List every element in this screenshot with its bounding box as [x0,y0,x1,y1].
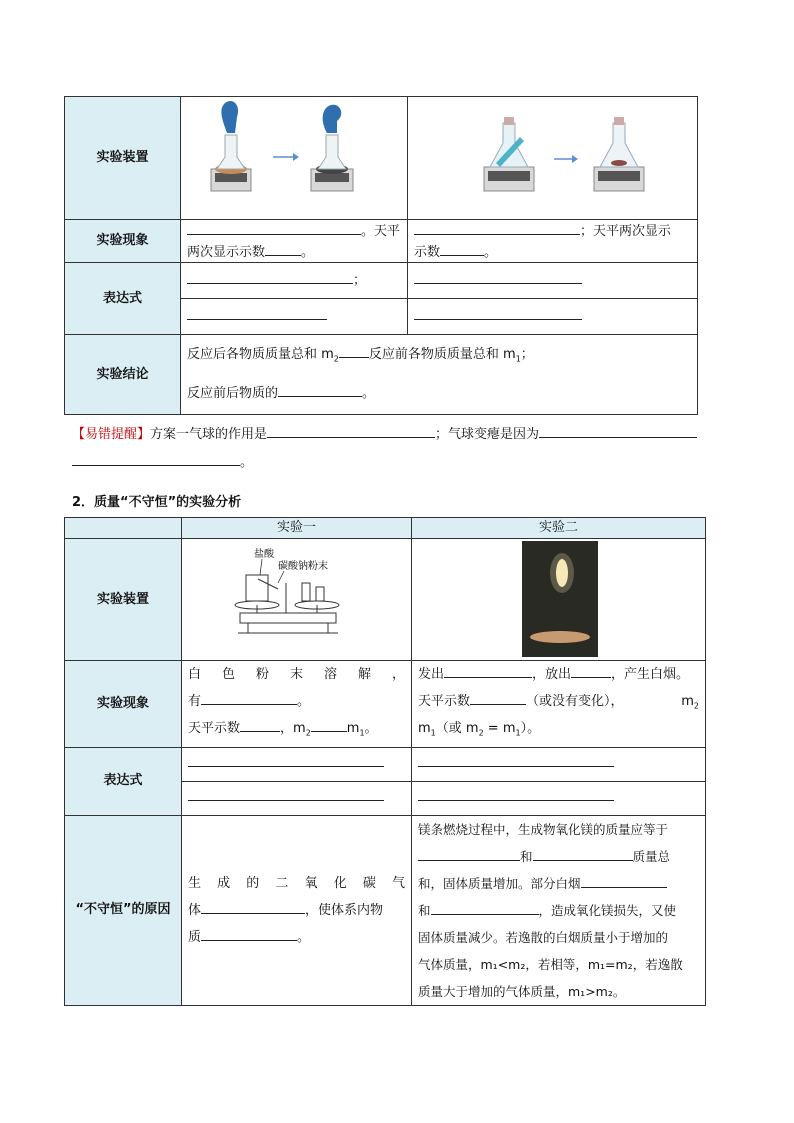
text: m [346,721,360,736]
blank-line[interactable] [240,717,280,732]
apparatus-balloon-image [181,97,408,220]
column-header: 实验二 [412,518,706,539]
text: 2 [478,728,484,738]
text: 反应前各物质质量总和 m [368,347,516,363]
row-head: 表达式 [65,263,181,335]
text: ，使体系内物 [305,902,384,918]
text: 生成的二氧化碳气 [188,875,405,891]
text: ，产生白烟。 [611,667,690,682]
label-powder: 碳酸钠粉末 [278,561,328,572]
blank-line[interactable] [72,451,240,466]
text: （或 m [435,721,479,736]
text: ； [520,347,534,363]
blank-line[interactable] [201,899,305,914]
table-row [65,97,698,220]
text: ； [353,272,367,288]
text: 2 [305,728,311,738]
row-head: 实验装置 [65,539,182,661]
blank-line[interactable] [187,220,361,235]
blank-line[interactable] [188,752,384,767]
blank-line[interactable] [418,752,614,767]
text: ，m [280,721,306,736]
blank-line[interactable] [187,269,353,284]
table-row [65,747,706,781]
table-row [65,518,706,539]
apparatus-magnesium-photo [412,539,706,661]
corner-cell [65,518,182,539]
apparatus-balance-image [182,539,412,661]
blank-line[interactable] [571,663,611,678]
blank-line[interactable] [440,241,484,256]
text: 和 [520,848,533,864]
exp2-reason [412,815,706,1005]
blank-line[interactable] [418,846,520,861]
expression-cell [181,299,408,335]
text: 。 [240,455,254,470]
text: 有 [188,694,202,709]
blank-line[interactable] [539,423,697,438]
table-row [65,335,698,415]
label-acid: 盐酸 [254,549,274,560]
blank-line[interactable] [339,343,369,358]
expression-cell [408,263,698,299]
section-title: 2．质量“不守恒”的实验分析 [72,495,242,510]
table-row [65,263,698,299]
blank-line[interactable] [418,786,614,801]
text: 2 [693,701,699,711]
table-row [65,220,698,263]
text: 。 [301,245,315,260]
apparatus-flask-image [408,97,698,220]
text: 质 [188,929,202,945]
text: 发出 [418,667,445,682]
exp1-observation [182,661,412,748]
text: 1 [359,728,365,738]
row-head: 实验装置 [65,97,181,220]
blank-line[interactable] [533,846,633,861]
text: 。 [297,694,311,709]
text: 天平示数 [418,694,471,709]
row-head: “不守恒”的原因 [65,815,182,1005]
blank-line[interactable] [414,269,582,284]
text: 方案一气球的作用是 [150,427,268,442]
table-mass-conservation [64,96,698,415]
text: 固体质量减少。若逸散的白烟质量小于增加的 [418,929,669,945]
row-head: 表达式 [65,747,182,815]
observation-cell-right [408,220,698,263]
text: 。 [364,721,378,736]
table-row [65,539,706,661]
blank-line[interactable] [414,220,580,235]
blank-line[interactable] [201,926,297,941]
row-head: 实验结论 [65,335,181,415]
text: 。天平 [361,224,401,239]
blank-line[interactable] [414,305,582,320]
text: 反应后各物质质量总和 m [187,347,334,363]
text: ）。 [520,721,541,736]
text: 和 [418,902,431,918]
expression-cell [182,781,412,815]
text: 1 [515,728,521,738]
expression-cell [412,781,706,815]
text: 体 [188,902,202,918]
blank-line[interactable] [581,873,667,888]
text: m [418,721,431,736]
expression-cell [408,299,698,335]
text: 1 [515,354,521,364]
blank-line[interactable] [201,690,297,705]
text: 1 [430,728,436,738]
text: 气体质量，m₁<m₂，若相等，m₁=m₂，若逸散 [418,956,683,972]
text: ，造成氧化镁损失，又使 [538,902,677,918]
exp2-observation [412,661,706,748]
blank-line[interactable] [444,663,532,678]
blank-line[interactable] [311,717,347,732]
blank-line[interactable] [187,305,327,320]
column-header: 实验一 [182,518,412,539]
row-head: 实验现象 [65,661,182,748]
blank-line[interactable] [470,690,526,705]
blank-line[interactable] [431,900,539,915]
text: 天平示数 [188,721,241,736]
text: ；天平两次显示 [580,224,672,239]
table-row [65,661,706,748]
text: 和，固体质量增加。部分白烟 [418,875,581,891]
text: 示数 [414,245,441,260]
text: = m [483,721,516,736]
table-row [65,815,706,1005]
text: 两次显示示数 [187,245,266,260]
row-head: 实验现象 [65,220,181,263]
table-non-conservation [64,517,706,1006]
observation-cell-left [181,220,408,263]
expression-cell [181,263,408,299]
blank-line[interactable] [278,382,362,397]
blank-line[interactable] [265,241,301,256]
text: （或没有变化）， [526,694,624,709]
text: 2 [333,354,339,364]
text: 。 [297,929,311,945]
blank-line[interactable] [267,423,435,438]
text: ；气球变瘪是因为 [435,427,540,442]
exp1-reason [182,815,412,1005]
tip-tag: 【易错提醒】 [72,427,151,442]
text: 质量总 [632,848,671,864]
text: 质量大于增加的气体质量，m₁>m₂。 [418,983,626,999]
text: 反应前后物质的 [187,385,279,401]
expression-cell [412,747,706,781]
text: 。 [362,385,376,401]
text: 白色粉末溶解， [188,667,405,682]
text: 镁条燃烧过程中，生成物氧化镁的质量应等于 [418,821,669,837]
text: ，放出 [532,667,572,682]
conclusion-cell [181,335,698,415]
text: 。 [484,245,498,260]
expression-cell [182,747,412,781]
error-prone-tip [72,421,732,477]
blank-line[interactable] [188,786,384,801]
text: m [681,694,694,709]
